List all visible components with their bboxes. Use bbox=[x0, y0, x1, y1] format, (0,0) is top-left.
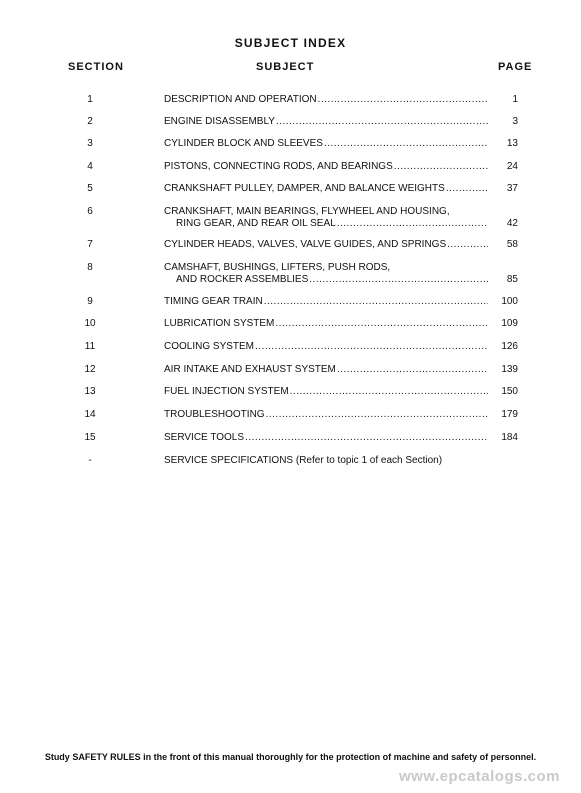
subject-text bbox=[164, 116, 488, 128]
page-number: 139 bbox=[501, 364, 518, 375]
section-number: 13 bbox=[84, 386, 96, 397]
page-column-header: PAGE bbox=[498, 61, 533, 73]
dot-leader bbox=[309, 274, 488, 286]
dot-leader bbox=[447, 239, 488, 251]
dot-leader bbox=[318, 94, 488, 106]
page-number: 13 bbox=[506, 138, 518, 149]
subject-line: CYLINDER BLOCK AND SLEEVES bbox=[164, 138, 323, 149]
subject-column-header: SUBJECT bbox=[256, 61, 315, 73]
page-number: 100 bbox=[501, 296, 518, 307]
section-number: 12 bbox=[84, 364, 96, 375]
page-number: 1 bbox=[512, 94, 518, 105]
watermark: www.epcatalogs.com bbox=[399, 768, 560, 785]
section-number: 5 bbox=[87, 183, 93, 194]
page-number: 126 bbox=[501, 341, 518, 352]
subject-text bbox=[164, 262, 488, 286]
subject-text bbox=[164, 94, 488, 106]
page-number: 37 bbox=[506, 183, 518, 194]
section-number: 2 bbox=[87, 116, 93, 127]
subject-line: SERVICE TOOLS bbox=[164, 432, 245, 443]
section-number: 1 bbox=[87, 94, 93, 105]
section-number: 11 bbox=[84, 341, 96, 352]
subject-text bbox=[164, 161, 488, 173]
subject-text bbox=[164, 432, 488, 444]
subject-line: CAMSHAFT, BUSHINGS, LIFTERS, PUSH RODS, bbox=[164, 262, 391, 273]
section-number: 14 bbox=[84, 409, 96, 420]
page-title: SUBJECT INDEX bbox=[234, 36, 347, 50]
subject-line: ENGINE DISASSEMBLY bbox=[164, 116, 275, 127]
section-number: 6 bbox=[87, 206, 93, 217]
subject-line: CRANKSHAFT PULLEY, DAMPER, AND BALANCE WEIGHTS bbox=[164, 183, 445, 194]
subject-line: COOLING SYSTEM bbox=[164, 341, 255, 352]
subject-text bbox=[164, 183, 488, 195]
subject-line: RING GEAR, AND REAR OIL SEAL bbox=[176, 218, 336, 229]
page-number: 150 bbox=[501, 386, 518, 397]
subject-line: LUBRICATION SYSTEM bbox=[164, 318, 275, 329]
page-number: 109 bbox=[501, 318, 518, 329]
dot-leader bbox=[276, 116, 488, 128]
dot-leader bbox=[245, 432, 488, 444]
dot-leader bbox=[446, 183, 488, 195]
subject-text bbox=[164, 239, 488, 251]
dot-leader bbox=[266, 409, 488, 421]
subject-line: CYLINDER HEADS, VALVES, VALVE GUIDES, AND SPRINGS bbox=[164, 239, 447, 250]
dot-leader bbox=[337, 218, 488, 230]
section-number: 8 bbox=[87, 262, 93, 273]
page-number: 24 bbox=[506, 161, 518, 172]
subject-text bbox=[164, 386, 488, 398]
subject-line: CRANKSHAFT, MAIN BEARINGS, FLYWHEEL AND HOUSING, bbox=[164, 206, 450, 217]
section-number: 7 bbox=[87, 239, 93, 250]
subject-line: SERVICE SPECIFICATIONS (Refer to topic 1 of each Section) bbox=[164, 455, 443, 466]
subject-text bbox=[164, 364, 488, 376]
dot-leader bbox=[324, 138, 488, 150]
page-number: 179 bbox=[501, 409, 518, 420]
subject-text bbox=[164, 318, 488, 330]
subject-text bbox=[164, 455, 488, 467]
dot-leader bbox=[264, 296, 488, 308]
subject-line: AND ROCKER ASSEMBLIES bbox=[176, 274, 309, 285]
page-number: 3 bbox=[512, 116, 518, 127]
subject-line: FUEL INJECTION SYSTEM bbox=[164, 386, 289, 397]
subject-line: TROUBLESHOOTING bbox=[164, 409, 265, 420]
section-column-header: SECTION bbox=[68, 61, 124, 73]
subject-line: PISTONS, CONNECTING RODS, AND BEARINGS bbox=[164, 161, 393, 172]
subject-line: DESCRIPTION AND OPERATION bbox=[164, 94, 317, 105]
section-number: - bbox=[88, 455, 92, 466]
section-number: 4 bbox=[87, 161, 93, 172]
subject-line: AIR INTAKE AND EXHAUST SYSTEM bbox=[164, 364, 336, 375]
page-number: 85 bbox=[506, 274, 518, 285]
subject-text bbox=[164, 206, 488, 230]
subject-text bbox=[164, 409, 488, 421]
footer-note: Study SAFETY RULES in the front of this manual thoroughly for the protection of machine and safety of personnel. bbox=[44, 752, 537, 762]
page-number: 42 bbox=[506, 218, 518, 229]
dot-leader bbox=[290, 386, 488, 398]
section-number: 9 bbox=[87, 296, 93, 307]
dot-leader bbox=[394, 161, 488, 173]
subject-line: TIMING GEAR TRAIN bbox=[164, 296, 263, 307]
dot-leader bbox=[275, 318, 488, 330]
page-number: 184 bbox=[501, 432, 518, 443]
section-number: 3 bbox=[87, 138, 93, 149]
subject-text bbox=[164, 296, 488, 308]
section-number: 10 bbox=[84, 318, 96, 329]
page-number: 58 bbox=[506, 239, 518, 250]
subject-text bbox=[164, 341, 488, 353]
dot-leader bbox=[255, 341, 488, 353]
section-number: 15 bbox=[84, 432, 96, 443]
subject-text bbox=[164, 138, 488, 150]
dot-leader bbox=[337, 364, 488, 376]
